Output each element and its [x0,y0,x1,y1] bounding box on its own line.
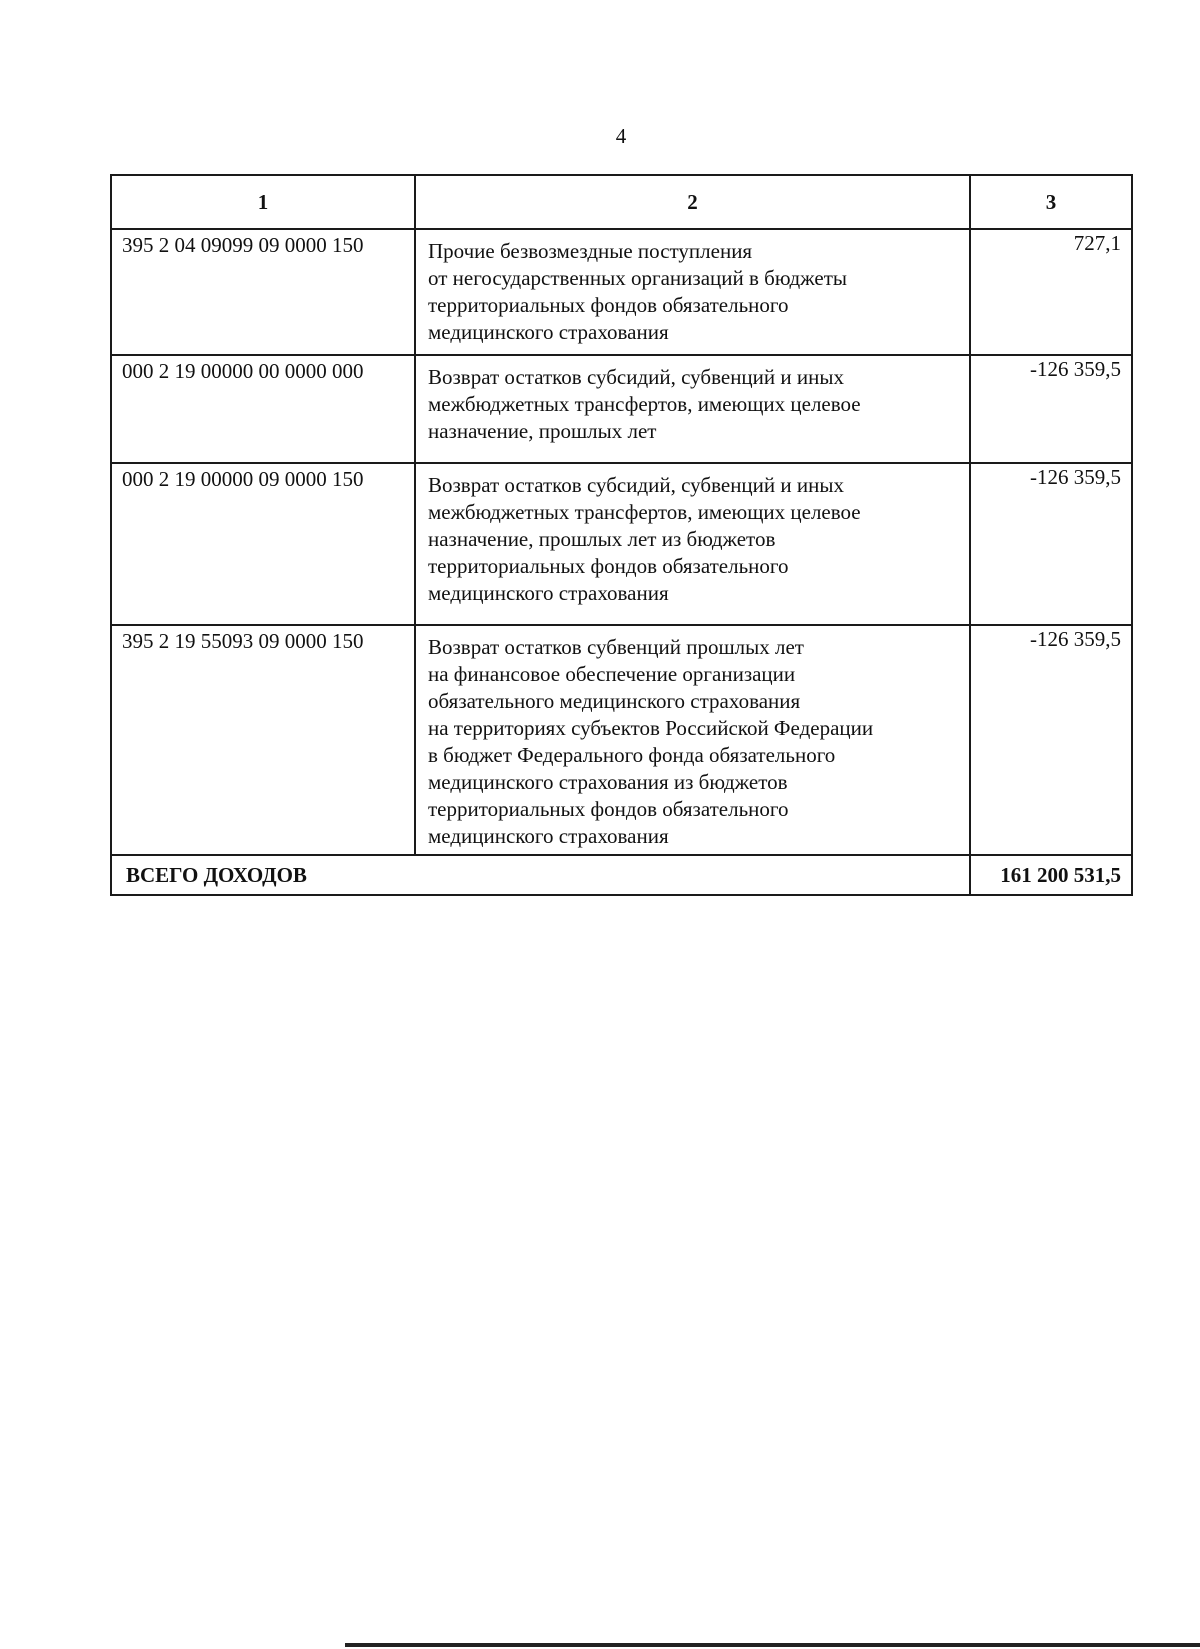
description-line: межбюджетных трансфертов, имеющих целевое [428,500,861,524]
description-line: территориальных фондов обязательного [428,293,789,317]
description-line: медицинского страхования [428,320,669,344]
description-line: на финансовое обеспечение организации [428,662,796,686]
description-line: медицинского страхования из бюджетов [428,770,788,794]
description-line: от негосударственных организаций в бюджеты [428,266,847,290]
column-header-amount: 3 [970,175,1132,229]
amount: -126 359,5 [970,463,1132,625]
table-row [111,463,1132,625]
column-header-description: 2 [415,175,970,229]
budget-code: 395 2 04 09099 09 0000 150 [111,229,415,355]
description [415,625,970,855]
budget-code: 000 2 19 00000 00 0000 000 [111,355,415,463]
budget-code: 395 2 19 55093 09 0000 150 [111,625,415,855]
description-line: обязательного медицинского страхования [428,689,801,713]
description-line: территориальных фондов обязательного [428,797,789,821]
bottom-edge-rule [345,1643,1200,1647]
description-line: в бюджет Федерального фонда обязательного [428,743,836,767]
description [415,463,970,625]
description [415,355,970,463]
total-row [111,855,1132,895]
description-line: на территориях субъектов Российской Федерации [428,716,874,740]
table-row [111,229,1132,355]
column-header-code: 1 [111,175,415,229]
description-line: Возврат остатков субвенций прошлых лет [428,635,804,659]
description-line: Возврат остатков субсидий, субвенций и иных [428,473,844,497]
description-line: назначение, прошлых лет [428,419,657,443]
description-line: Прочие безвозмездные поступления [428,239,753,263]
page-number: 4 [615,124,627,148]
description-line: медицинского страхования [428,581,669,605]
table-row [111,355,1132,463]
total-value: 161 200 531,5 [970,855,1132,895]
amount: -126 359,5 [970,625,1132,855]
description-line: территориальных фондов обязательного [428,554,789,578]
revenue-table [110,174,1133,896]
description-line: Возврат остатков субсидий, субвенций и иных [428,365,844,389]
amount: -126 359,5 [970,355,1132,463]
table-header-row [111,175,1132,229]
total-label: ВСЕГО ДОХОДОВ [111,855,970,895]
table-row [111,625,1132,855]
description-line: межбюджетных трансфертов, имеющих целевое [428,392,861,416]
budget-code: 000 2 19 00000 09 0000 150 [111,463,415,625]
description [415,229,970,355]
description-line: назначение, прошлых лет из бюджетов [428,527,776,551]
description-line: медицинского страхования [428,824,669,848]
amount: 727,1 [970,229,1132,355]
